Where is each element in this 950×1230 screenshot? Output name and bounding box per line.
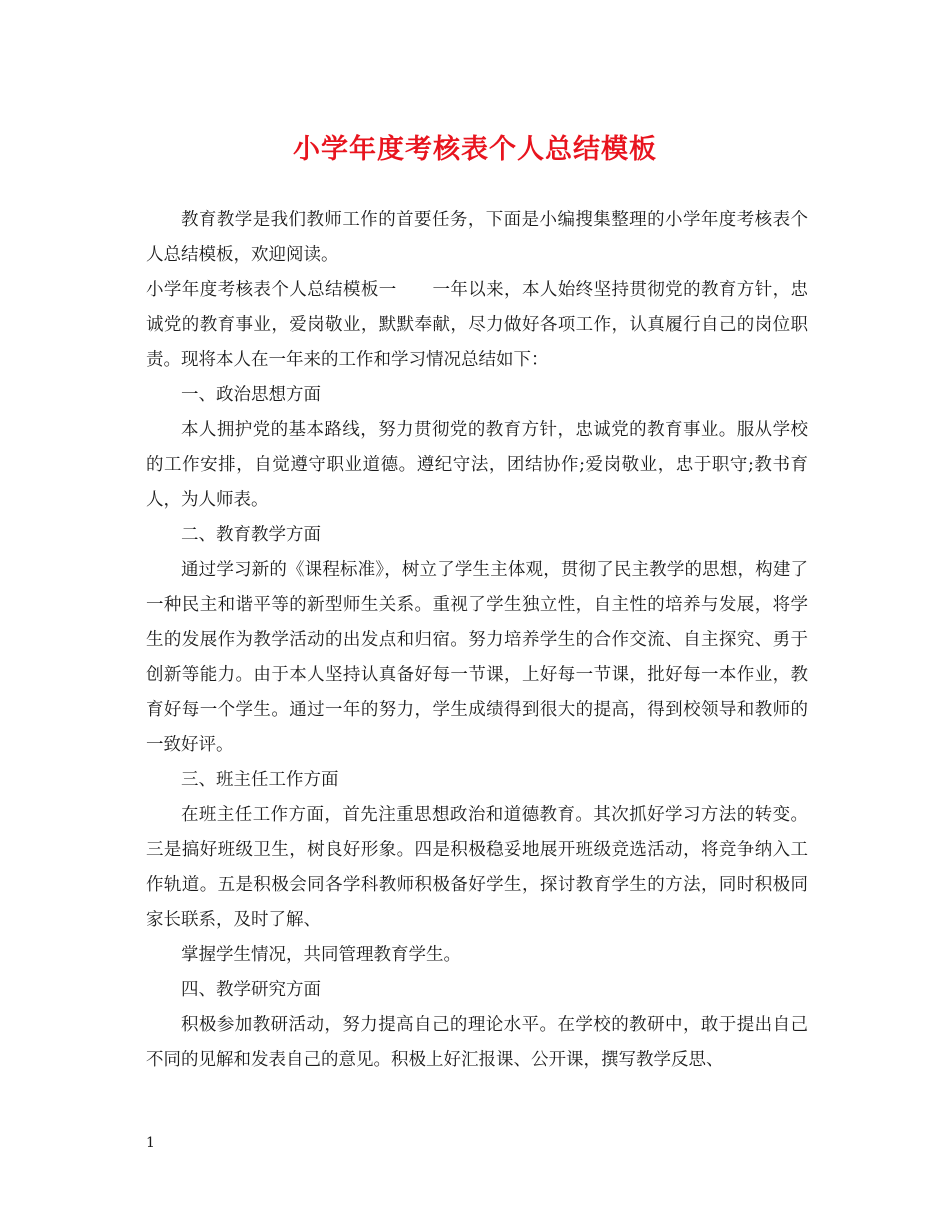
paragraph-teaching: 通过学习新的《课程标准》，树立了学生主体观，贯彻了民主教学的思想，构建了一种民主和谐平等的新型师生关系。重视了学生独立性，自主性的培养与发展，将学生的发展作为教学活动的出发点和归宿。努力培养学生的合作交流、自主探究、勇于创新等能力。由于本人坚持认真备好每一节课，上好每一节课，批好每一本作业，教育好每一个学生。通过一年的努力，学生成绩得到很大的提高，得到校领导和教师的一致好评。 [146,560,808,755]
section-heading-politics: 一、政治思想方面 [181,385,321,405]
page-number: 1 [146,1135,155,1151]
paragraph-research: 积极参加教研活动，努力提高自己的理论水平。在学校的教研中，敢于提出自己不同的见解和发表自己的意见。积极上好汇报课、公开课，撰写教学反思、 [146,1015,808,1070]
section-heading-research: 四、教学研究方面 [181,980,321,1000]
document-title: 小学年度考核表个人总结模板 [293,134,657,165]
paragraph-politics: 本人拥护党的基本路线，努力贯彻党的教育方针，忠诚党的教育事业。服从学校的工作安排，自觉遵守职业道德。遵纪守法，团结协作;爱岗敬业，忠于职守;教书育人，为人师表。 [146,420,808,510]
section-heading-teaching: 二、教育教学方面 [181,525,321,545]
paragraph-opening: 小学年度考核表个人总结模板一 一年以来，本人始终坚持贯彻党的教育方针，忠诚党的教育事业，爱岗敬业，默默奉献，尽力做好各项工作，认真履行自己的岗位职责。现将本人在一年来的工作和学习情况总结如下： [146,280,808,370]
paragraph-class-teacher: 在班主任工作方面，首先注重思想政治和道德教育。其次抓好学习方法的转变。三是搞好班级卫生，树良好形象。四是积极稳妥地展开班级竞选活动，将竞争纳入工作轨道。五是积极会同各学科教师积极备好学生，探讨教育学生的方法，同时积极同家长联系，及时了解、 [146,805,808,930]
section-heading-class-teacher: 三、班主任工作方面 [181,770,339,790]
document-body [146,203,808,1078]
paragraph-class-teacher-cont: 掌握学生情况，共同管理教育学生。 [181,945,461,965]
paragraph-intro: 教育教学是我们教师工作的首要任务，下面是小编搜集整理的小学年度考核表个人总结模板，欢迎阅读。 [146,210,808,265]
